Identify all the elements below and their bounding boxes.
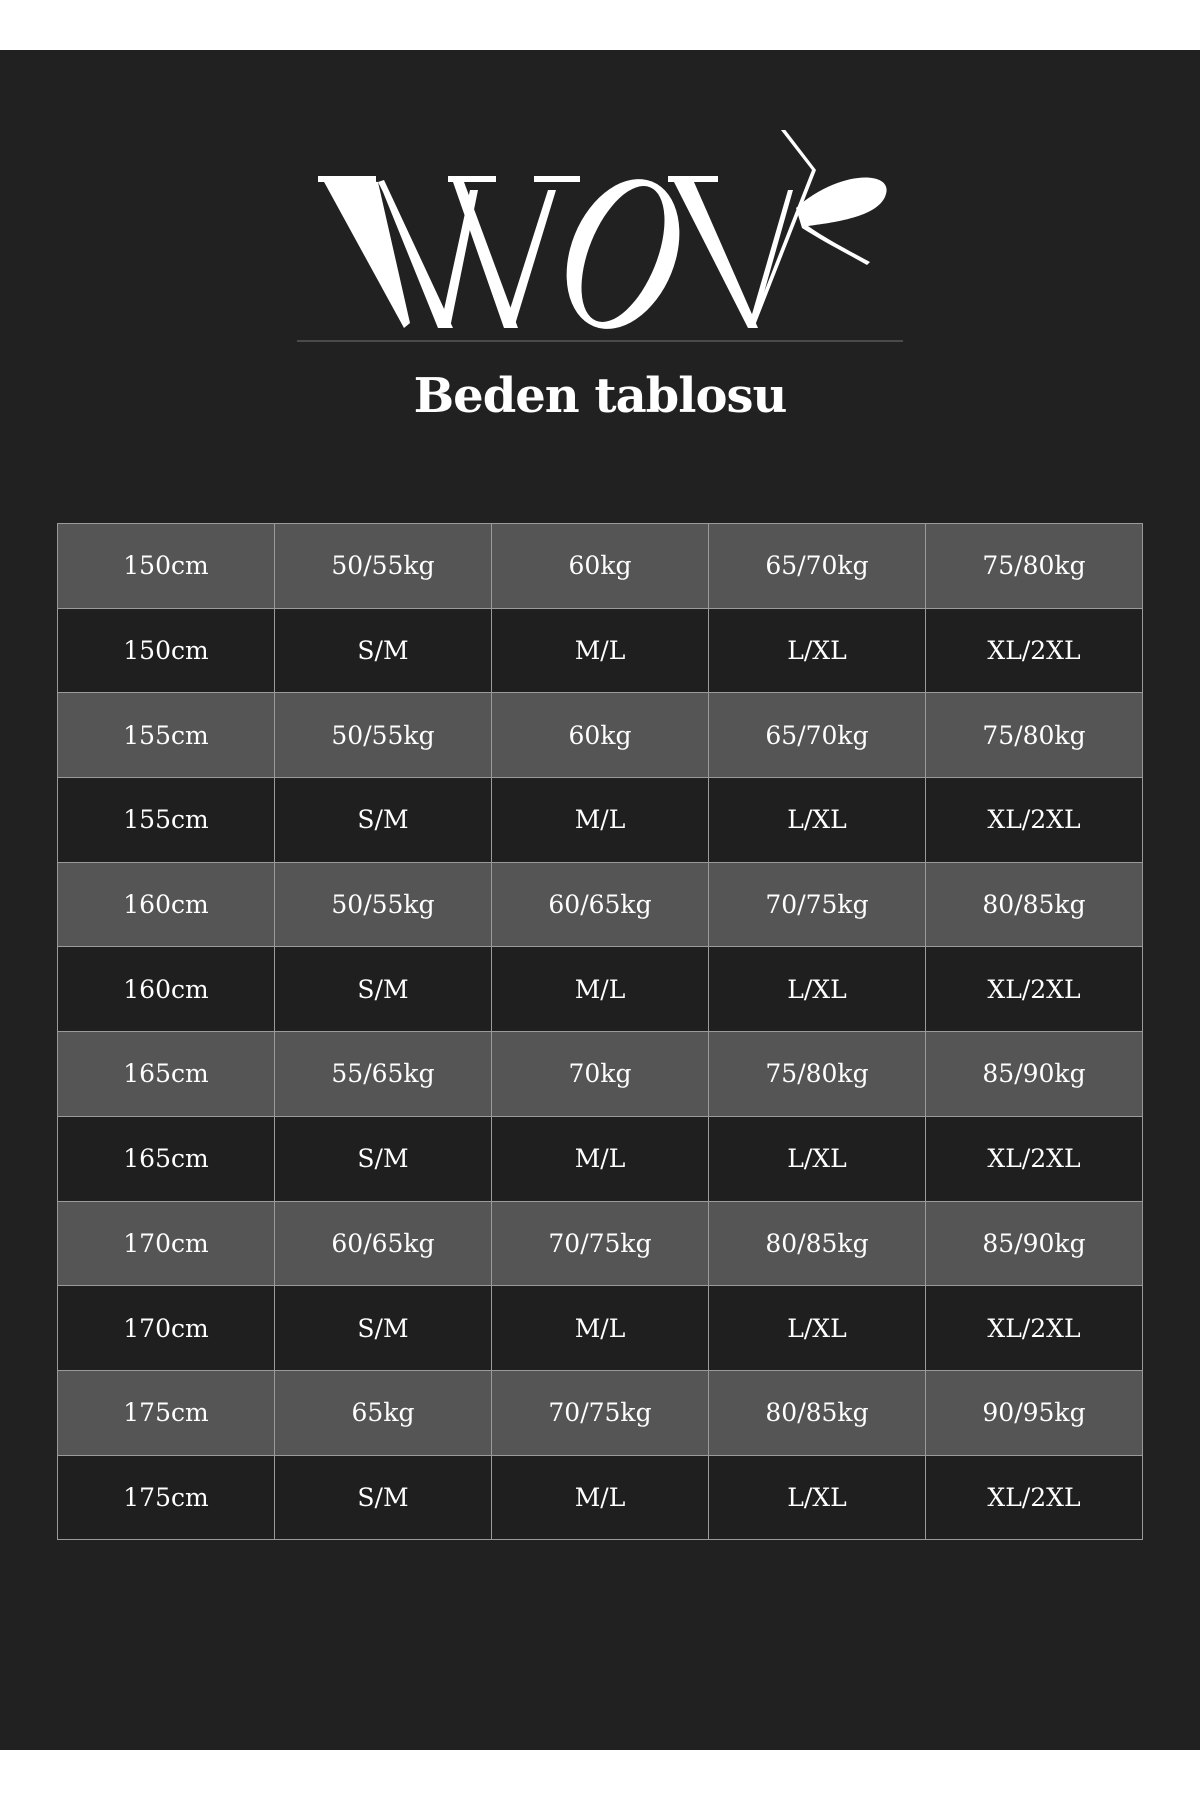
weight-cell: 65kg bbox=[275, 1370, 492, 1455]
height-cell: 165cm bbox=[58, 1032, 275, 1117]
size-cell: S/M bbox=[275, 778, 492, 863]
height-cell: 175cm bbox=[58, 1455, 275, 1540]
weight-cell: 65/70kg bbox=[709, 524, 926, 609]
size-cell: M/L bbox=[492, 608, 709, 693]
size-cell: XL/2XL bbox=[926, 778, 1143, 863]
size-chart-panel bbox=[0, 50, 1200, 1750]
page-title: Beden tablosu bbox=[413, 368, 787, 424]
table-row-size bbox=[58, 1455, 1143, 1540]
height-cell: 170cm bbox=[58, 1201, 275, 1286]
weight-cell: 50/55kg bbox=[275, 693, 492, 778]
size-cell: XL/2XL bbox=[926, 1455, 1143, 1540]
size-cell: XL/2XL bbox=[926, 1286, 1143, 1371]
table-row-weight bbox=[58, 1370, 1143, 1455]
size-cell: L/XL bbox=[709, 778, 926, 863]
size-cell: L/XL bbox=[709, 1116, 926, 1201]
weight-cell: 85/90kg bbox=[926, 1201, 1143, 1286]
table-row-weight bbox=[58, 693, 1143, 778]
weight-cell: 70kg bbox=[492, 1032, 709, 1117]
table-row-size bbox=[58, 1116, 1143, 1201]
weight-cell: 70/75kg bbox=[492, 1370, 709, 1455]
size-cell: M/L bbox=[492, 1455, 709, 1540]
weight-cell: 80/85kg bbox=[709, 1201, 926, 1286]
weight-cell: 50/55kg bbox=[275, 524, 492, 609]
weight-cell: 55/65kg bbox=[275, 1032, 492, 1117]
weight-cell: 60/65kg bbox=[275, 1201, 492, 1286]
height-cell: 155cm bbox=[58, 778, 275, 863]
table-row-size bbox=[58, 778, 1143, 863]
table-row-weight bbox=[58, 862, 1143, 947]
table-row-size bbox=[58, 608, 1143, 693]
weight-cell: 65/70kg bbox=[709, 693, 926, 778]
size-cell: XL/2XL bbox=[926, 1116, 1143, 1201]
weight-cell: 60/65kg bbox=[492, 862, 709, 947]
weight-cell: 70/75kg bbox=[709, 862, 926, 947]
weight-cell: 80/85kg bbox=[709, 1370, 926, 1455]
table-row-weight bbox=[58, 524, 1143, 609]
height-cell: 175cm bbox=[58, 1370, 275, 1455]
table-row-size bbox=[58, 1286, 1143, 1371]
size-cell: M/L bbox=[492, 778, 709, 863]
weight-cell: 70/75kg bbox=[492, 1201, 709, 1286]
weight-cell: 85/90kg bbox=[926, 1032, 1143, 1117]
size-cell: S/M bbox=[275, 1116, 492, 1201]
table-row-size bbox=[58, 947, 1143, 1032]
size-cell: S/M bbox=[275, 947, 492, 1032]
weight-cell: 50/55kg bbox=[275, 862, 492, 947]
height-cell: 165cm bbox=[58, 1116, 275, 1201]
height-cell: 150cm bbox=[58, 524, 275, 609]
size-cell: L/XL bbox=[709, 947, 926, 1032]
weight-cell: 60kg bbox=[492, 693, 709, 778]
height-cell: 150cm bbox=[58, 608, 275, 693]
size-cell: L/XL bbox=[709, 1455, 926, 1540]
weight-cell: 80/85kg bbox=[926, 862, 1143, 947]
size-table-body bbox=[58, 524, 1143, 1540]
size-cell: L/XL bbox=[709, 608, 926, 693]
size-cell: S/M bbox=[275, 1455, 492, 1540]
height-cell: 170cm bbox=[58, 1286, 275, 1371]
size-cell: S/M bbox=[275, 1286, 492, 1371]
size-cell: M/L bbox=[492, 947, 709, 1032]
weight-cell: 75/80kg bbox=[926, 693, 1143, 778]
size-table bbox=[57, 523, 1143, 1540]
weight-cell: 75/80kg bbox=[709, 1032, 926, 1117]
height-cell: 160cm bbox=[58, 862, 275, 947]
size-cell: XL/2XL bbox=[926, 608, 1143, 693]
size-cell: S/M bbox=[275, 608, 492, 693]
weight-cell: 90/95kg bbox=[926, 1370, 1143, 1455]
size-cell: M/L bbox=[492, 1286, 709, 1371]
table-row-weight bbox=[58, 1201, 1143, 1286]
logo-divider bbox=[297, 340, 903, 342]
size-cell: M/L bbox=[492, 1116, 709, 1201]
size-cell: XL/2XL bbox=[926, 947, 1143, 1032]
weight-cell: 60kg bbox=[492, 524, 709, 609]
table-row-weight bbox=[58, 1032, 1143, 1117]
weight-cell: 75/80kg bbox=[926, 524, 1143, 609]
height-cell: 155cm bbox=[58, 693, 275, 778]
height-cell: 160cm bbox=[58, 947, 275, 1032]
brand-logo bbox=[318, 130, 893, 370]
size-cell: L/XL bbox=[709, 1286, 926, 1371]
